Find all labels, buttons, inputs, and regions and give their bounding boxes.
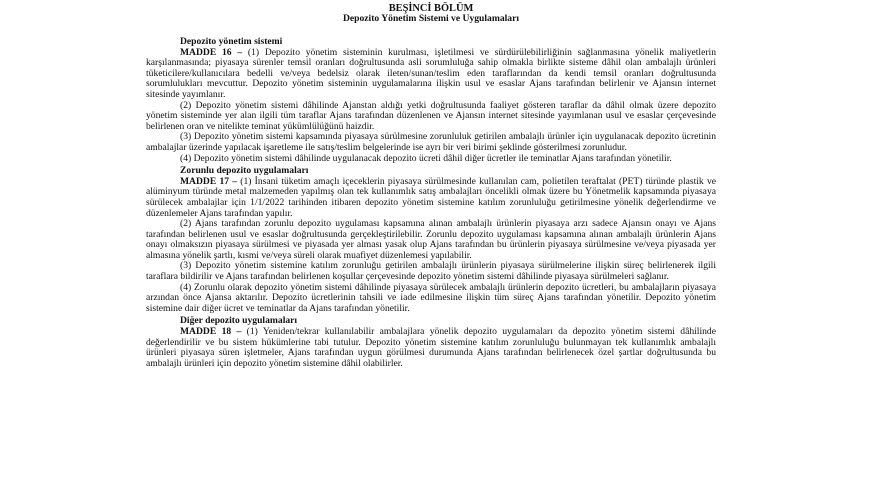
paragraph-text: (1) Depozito yönetim sisteminin kurulması, işletilmesi ve sürdürülebilirliğinin sağlanmasına yönelik maliyetlerin karşılanmasında; piyasaya sürenler temsil oranları doğrultusunda asli sorumluluğa sahip olmakla birlikte sisteme dâhil olan ambalajlı ürünleri tüketicilere/kullanıcılara bedelli ve/veya bedelsiz olarak ileten/sunan/teslim eden taraflarından da kendi temsil oranları doğrultusunda sorumlulukları mevcuttur. Depozito yönetim sisteminin uygulamalarına ilişkin usul ve esaslar Ajans tarafından belirlenir ve Ajansın internet sitesinde yayımlanır. — [146, 46, 716, 100]
paragraph: (2) Depozito yönetim sistemi dâhilinde Ajanstan aldığı yetki doğrultusunda faaliyet gösteren taraflar da dâhil olmak üzere depozito yönetim sisteminde yer alan ilgili tüm taraflar Ajans tarafından düzenlenen ve Ajansın internet sitesinde yayımlanan usul ve esaslar çerçevesinde belirlenen oran ve nitelikte teminat yükümlülüğünü haizdir. — [146, 99, 716, 132]
section-madde-16 — [146, 37, 716, 164]
paragraph: (4) Zorunlu olarak depozito yönetim sistemi dâhilinde piyasaya sürülecek ambalajlı ürünlerin depozito ücretleri, bu ambalajların piyasaya arzından önce Ajansa aktarılır. Depozito ücretlerinin tahsili ve iade edilmesine ilişkin tüm süreç Ajans tarafından yönetilir. Depozito yönetim sistemine dair diğer ücret ve teminatlar da Ajans tarafından yönetilir. — [146, 281, 716, 314]
madde-label: MADDE 17 – — [180, 175, 238, 187]
paragraph: (3) Depozito yönetim sistemi kapsamında piyasaya sürülmesine zorunluluk getirilen ambalajlı ürünler için uygulanacak depozito ücretinin ambalajlar üzerinde yapılacak işaretleme ile satış/teslim belgelerinde ise ayrı bir veri birimi şeklinde gösterilmesi zorunludur. — [146, 131, 716, 153]
paragraph: (4) Depozito yönetim sistemi dâhilinde uygulanacak depozito ücreti dâhil diğer ücretler ile teminatlar Ajans tarafından yönetilir. — [180, 152, 672, 164]
madde-label: MADDE 16 – — [180, 46, 243, 58]
paragraph — [146, 177, 716, 219]
section-heading: Zorunlu depozito uygulamaları — [180, 165, 309, 177]
section-heading: Diğer depozito uygulamaları — [180, 315, 298, 327]
paragraph-text: (1) Yeniden/tekrar kullanılabilir ambalajlara yönelik depozito uygulamaları da depozito yönetim sistemi dâhilinde değerlendirilir ve bu sistem hükümlerine tabi tutulur. Depozito yönetim sistemine katılım zorunluluğu bulunmayan tek kullanımlık ambalajlı ürünleri piyasaya süren işletmeler, Ajans tarafından uygun görülmesi durumunda Ajans tarafından belirlenecek özel şartlar doğrultusunda bu ambalajlı ürünleri için depozito yönetim sistemine dâhil olabilirler. — [146, 326, 716, 369]
madde-label: MADDE 18 – — [180, 326, 242, 338]
spacer — [146, 25, 716, 35]
section-madde-18 — [146, 316, 716, 369]
paragraph: (3) Depozito yönetim sistemine katılım zorunluğu getirilen ambalajlı ürünlerin piyasaya sürülmelerine ilişkin süreç belirlenerek ilgili taraflara bildirilir ve Ajans tarafından belirlenen koşullar çerçevesinde depozito yönetim sistemi dâhilinde piyasaya sürülmeleri sağlanır. — [146, 260, 716, 283]
section-heading: Depozito yönetim sistemi — [180, 36, 283, 47]
paragraph — [146, 327, 716, 369]
paragraph-text: (1) İnsani tüketim amaçlı içeceklerin piyasaya sürülmesinde kullanılan cam, polietilen teraftalat (PET) türünde plastik ve alüminyum türünde metal malzemeden yapılmış olan tek kullanımlık satış ambalajları öncelikli olmak üzere bu Yönetmelik kapsamında piyasaya sürülecek ambalajlar için 1/1/2022 tarihinden itibaren depozito yönetim sistemine katılım zorunluluğu getirilmesine yönelik değerlendirme ve düzenlemeler Ajans tarafından yapılır. — [146, 175, 716, 219]
paragraph — [146, 48, 716, 101]
paragraph: (2) Ajans tarafından zorunlu depozito uygulaması kapsamına alınan ambalajlı ürünlerin piyasaya arzı sadece Ajansın onayı ve Ajans tarafından belirlenen usul ve esaslar doğrultusunda gerçekleştirilebilir. Zorunlu depozito uygulaması kapsamına alınan ambalajlı ürünlerin Ajans onayı olmaksızın piyasaya sürülmesi ve piyasada yer alması yasak olup Ajans tarafından bu ürünlerin piyasaya sürülmesine ve/veya piyasada yer almasına yönelik şartlı, kısmi ve/veya süreli olarak muafiyet düzenlemesi yapılabilir. — [146, 218, 716, 261]
document-page — [146, 3, 716, 369]
chapter-title: BEŞİNCİ BÖLÜM — [388, 3, 474, 14]
chapter-subtitle: Depozito Yönetim Sistemi ve Uygulamaları — [342, 13, 520, 25]
section-madde-17 — [146, 166, 716, 314]
